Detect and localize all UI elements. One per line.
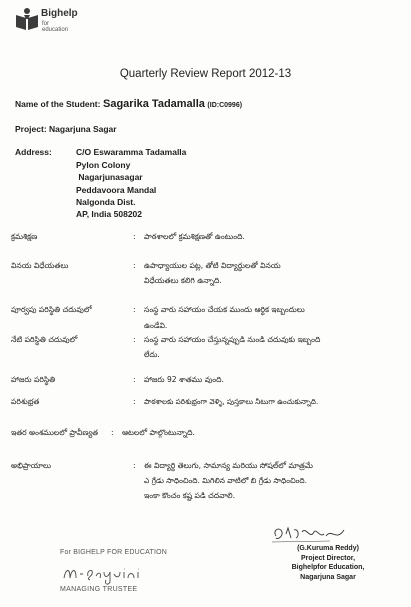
review-value-past-condition: ఉండేవి. — [144, 321, 168, 330]
director-name: (G.Kuruma Reddy) — [297, 545, 359, 552]
review-value-past-condition: సంస్థ వారు సహాయం చేయక ముందు ఆర్థిక ఇబ్బందులు — [144, 305, 305, 314]
review-colon: : — [133, 261, 136, 270]
review-value-manners: విధేయతలు కలిగి ఉన్నాది. — [144, 276, 222, 285]
project-label: Project: — [15, 124, 47, 134]
trustee-signature — [60, 560, 170, 588]
review-value-remarks: ఇంకా కొంచం కష్ట పడి చదవాలి. — [144, 491, 236, 500]
address-line: Nagarjunasagar — [76, 172, 143, 182]
director-block — [268, 544, 388, 582]
review-label-cleanliness: పరిశుభ్రత — [11, 397, 40, 406]
review-colon: : — [133, 305, 136, 314]
stamp-org-line: For BIGHELP FOR EDUCATION — [60, 549, 168, 556]
review-colon: : — [133, 461, 136, 470]
review-value-attendance: హాజరు 92 శాతము వుంది. — [144, 375, 224, 384]
brand-tagline: for education — [42, 21, 69, 33]
review-label-past-condition: పూర్వపు పరిస్థితి చదువులో — [11, 305, 92, 314]
review-colon: : — [133, 397, 136, 406]
director-role: Project Director, — [300, 554, 356, 562]
address-line: Peddavoora Mandal — [76, 185, 157, 195]
review-value-cleanliness: పాఠశాలకు పరిశుభ్రంగా వెళ్ళి, పుస్తకాలు నీటుగా ఉంచుకున్నాది. — [144, 397, 319, 406]
address-line: Nalgonda Dist. — [76, 197, 136, 207]
managing-trustee-label: MANAGING TRUSTEE — [60, 586, 138, 593]
review-value-other-skills: ఆటలలో పాల్గొంటున్నాది. — [122, 428, 195, 437]
student-name: Sagarika Tadamalla — [103, 98, 205, 110]
review-value-manners: ఉపాధ్యాయుల పట్ల, తోటి విద్యార్థులతో వినయ — [144, 261, 281, 270]
review-value-remarks: ఎ గ్రేడు సాధించింది. మిగిలిన వాటిలో బి గ్రేడు సాధించింది. — [144, 476, 307, 485]
address-line: Pylon Colony — [76, 160, 131, 170]
address-line: AP, India 508202 — [76, 209, 142, 219]
review-label-remarks: అభిప్రాయాలు — [11, 461, 51, 470]
student-name-label: Name of the Student: — [15, 99, 101, 109]
review-label-other-skills: ఇతర అంశములలో ప్రావీణ్యత — [11, 428, 99, 437]
address-label: Address: — [15, 147, 52, 157]
review-label-present-condition: నేటి పరిస్థితి చదువులో — [11, 335, 78, 344]
project-value: Nagarjuna Sagar — [49, 124, 117, 134]
book-person-icon — [14, 7, 40, 31]
director-org: Bighelpfor Education, — [291, 564, 365, 571]
review-value-present-condition: సంస్థ వారు సహాయం చేస్తున్నప్పుడి నుండి చదువుకు ఇబ్బంది — [144, 335, 321, 344]
student-id: (ID:C0996) — [207, 102, 243, 109]
review-value-remarks: ఈ విద్యార్థి తెలుగు, సామాన్య మరియు సోషల్‌లో మాత్రమే — [144, 461, 313, 470]
review-colon: : — [111, 428, 114, 437]
review-value-present-condition: లేదు. — [144, 350, 160, 359]
director-place: Nagarjuna Sagar — [300, 573, 356, 581]
project-row — [15, 124, 117, 134]
review-label-discipline: క్రమశిక్షణ — [11, 232, 38, 241]
report-title: Quarterly Review Report 2012-13 — [119, 68, 292, 80]
review-colon: : — [133, 232, 136, 241]
review-label-attendance: హాజరు పరిస్థితి — [11, 375, 56, 384]
address-line: C/O Eswaramma Tadamalla — [76, 147, 187, 157]
brand-name: Bighelp — [41, 8, 78, 19]
review-colon: : — [133, 375, 136, 384]
review-label-manners: వినయ విధేయతలు — [11, 261, 69, 270]
review-colon: : — [133, 335, 136, 344]
student-name-row — [15, 98, 242, 110]
review-value-discipline: పాఠశాలలో క్రమశిక్షణతో ఉంటుంది. — [144, 232, 245, 241]
bighelp-logo — [14, 5, 76, 41]
